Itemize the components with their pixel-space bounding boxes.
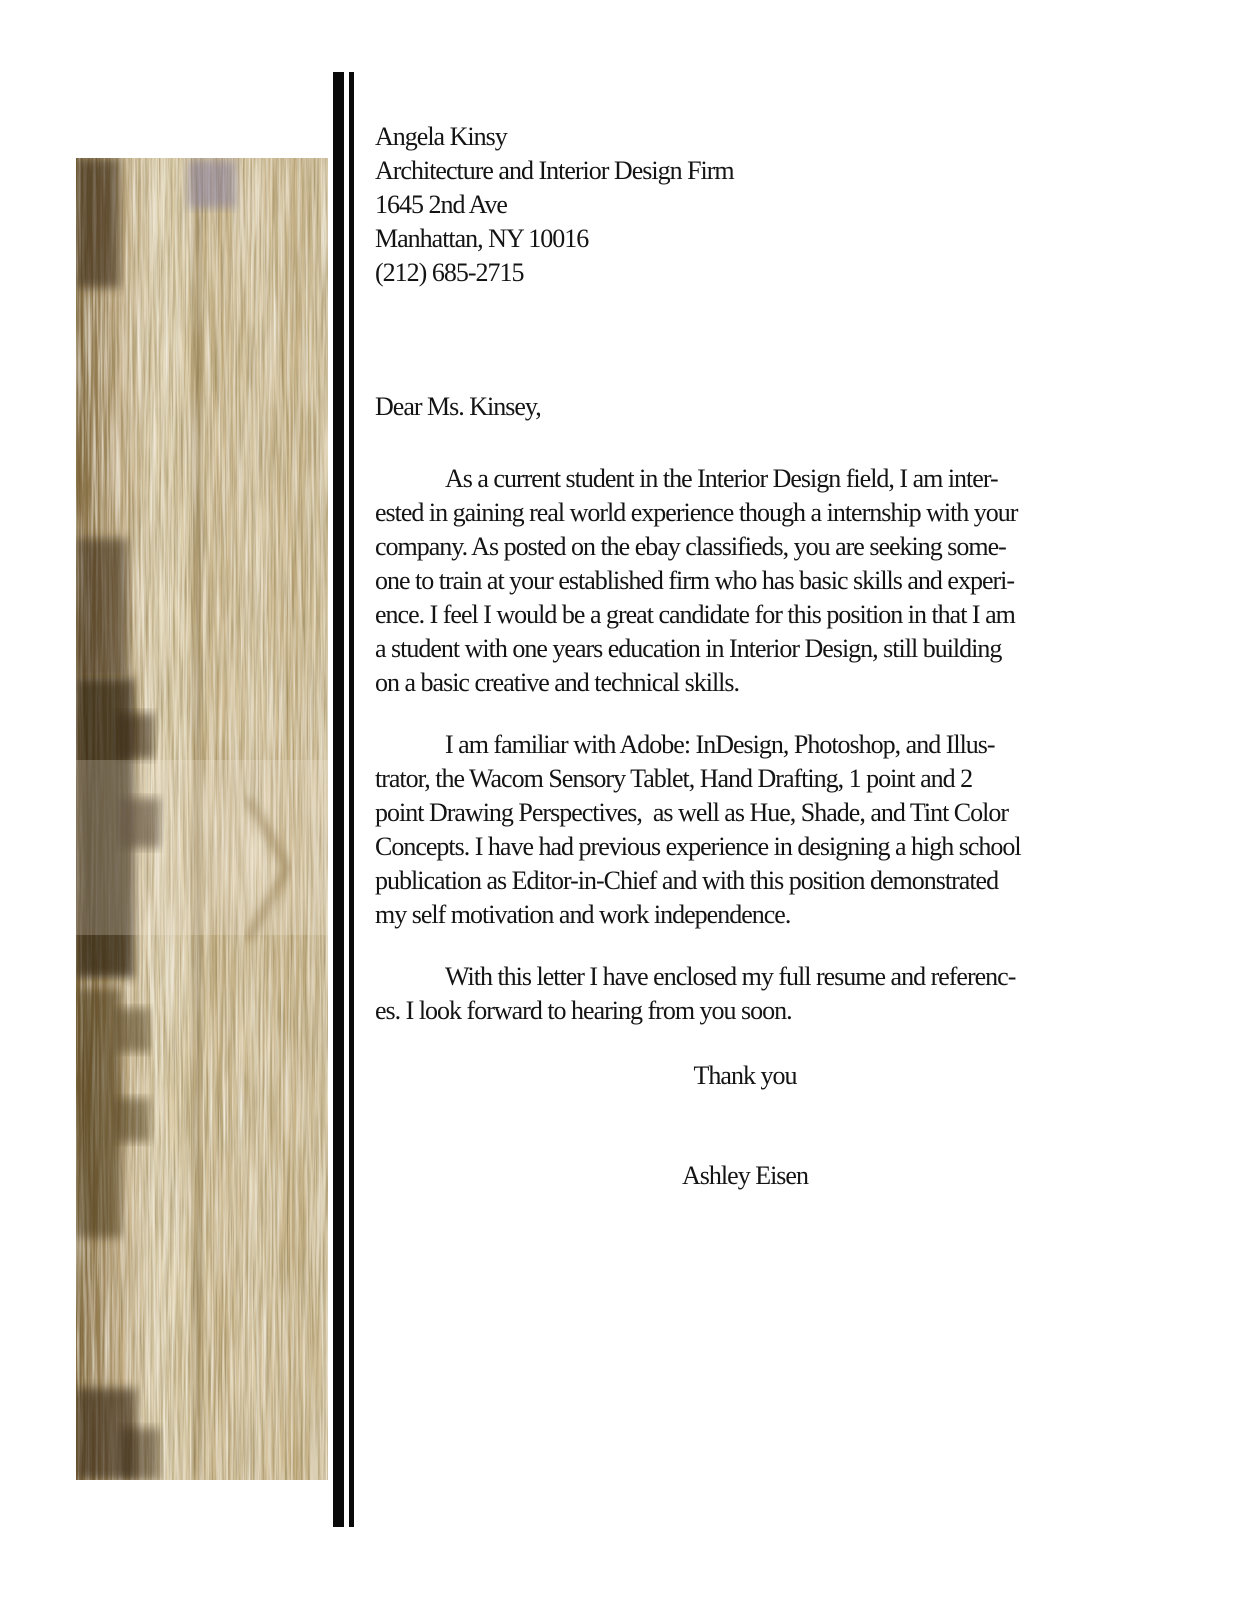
text-line: Angela Kinsy: [375, 122, 507, 151]
text-line: a student with one years education in Interior Design, still building: [375, 634, 1002, 663]
closing: Thank you: [693, 1061, 797, 1090]
text-line: publication as Editor-in-Chief and with this position demonstrated: [375, 866, 999, 895]
text-line: trator, the Wacom Sensory Tablet, Hand Drafting, 1 point and 2: [375, 764, 973, 793]
text-line: my self motivation and work independence.: [375, 900, 791, 929]
wood-texture-image: [76, 158, 328, 1480]
text-line: point Drawing Perspectives, as well as Hue, Shade, and Tint Color: [375, 798, 1009, 827]
text-line: on a basic creative and technical skills.: [375, 668, 740, 697]
paragraph-3: [375, 960, 1147, 1028]
text-line: ested in gaining real world experience though a internship with your: [375, 498, 1018, 527]
paragraph-2: [375, 728, 1147, 932]
text-line: one to train at your established firm who has basic skills and experi-: [375, 566, 1015, 595]
signature: Ashley Eisen: [682, 1161, 808, 1190]
text-line: Manhattan, NY 10016: [375, 224, 589, 253]
text-line: 1645 2nd Ave: [375, 190, 507, 219]
text-line: With this letter I have enclosed my full resume and referenc-: [445, 962, 1016, 991]
text-line: ence. I feel I would be a great candidate for this position in that I am: [375, 600, 1015, 629]
text-line: (212) 685-2715: [375, 258, 524, 287]
text-line: Architecture and Interior Design Firm: [375, 156, 734, 185]
text-line: I am familiar with Adobe: InDesign, Photoshop, and Illus-: [445, 730, 995, 759]
paragraph-1: [375, 462, 1147, 700]
vertical-rule-thick: [333, 72, 344, 1527]
greeting: Dear Ms. Kinsey,: [375, 392, 541, 421]
text-line: company. As posted on the ebay classifieds, you are seeking some-: [375, 532, 1006, 561]
text-line: As a current student in the Interior Design field, I am inter-: [445, 464, 998, 493]
recipient-address-block: [375, 120, 1147, 290]
vertical-rule-thin: [349, 72, 354, 1527]
text-line: Concepts. I have had previous experience in designing a high school: [375, 832, 1021, 861]
text-line: es. I look forward to hearing from you soon.: [375, 996, 792, 1025]
letter-body: [375, 120, 1147, 1193]
